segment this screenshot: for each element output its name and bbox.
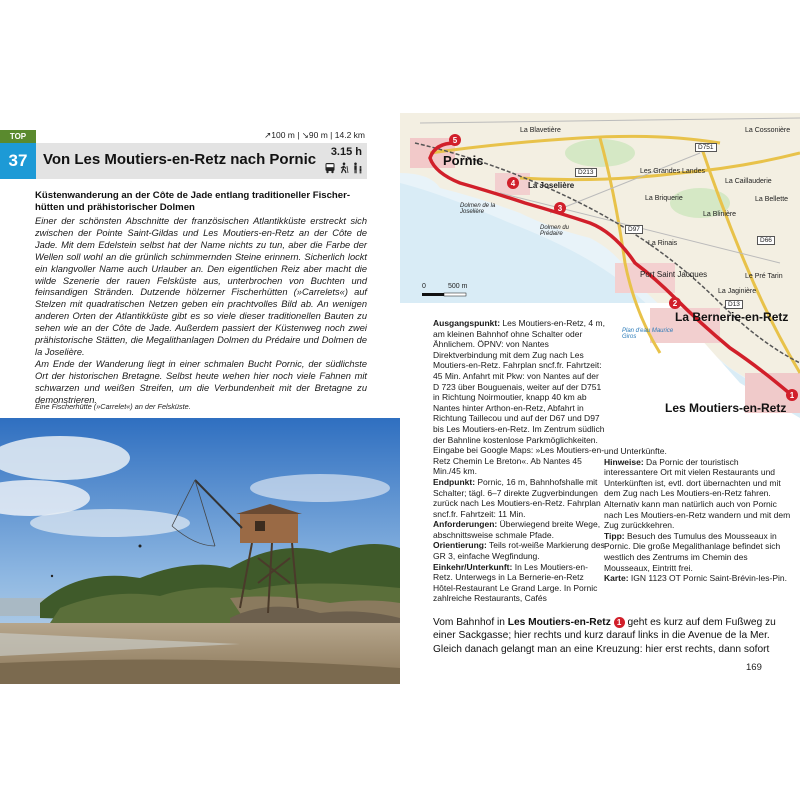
top-badge: TOP <box>0 130 36 143</box>
info-text: In Les Moutiers-en-Retz. Unterwegs in La Bernerie-en-Retz Hôtel-Restaurant Le Grand Large. In Pornic zahlreiche Restaurants, Cafés <box>433 561 598 604</box>
map-label-la-bellette: La Bellette <box>755 196 789 203</box>
info-text: und Unterkünfte. <box>604 446 667 456</box>
svg-text:5: 5 <box>452 136 458 145</box>
info-text: IGN 1123 OT Pornic Saint-Brévin-les-Pin. <box>628 573 787 584</box>
walk-text-rest: geht es kurz auf dem Fußweg zu einer Sackgasse; hier rechts und kurz darauf links in die Avenue de la Mer. Gleich danach gelangt man an eine Kreuzung: hier erst rechts, dann sofort <box>433 617 776 655</box>
map-label-la-cossoniere: La Cossonière <box>745 127 791 134</box>
map-label-le-pre-tarin: Le Pré Tarin <box>745 273 783 280</box>
map-label-dolmen-predaire: Dolmen du Prédaire <box>540 225 570 237</box>
tour-icons <box>318 161 364 175</box>
page-number: 169 <box>746 662 762 673</box>
info-text: Überwiegend breite Wege, abschnittsweise schmale Pfade. <box>433 519 601 540</box>
intro-paragraph: Einer der schönsten Abschnitte der französischen Atlantikküste erstreckt sich zwischen der Pointe Saint-Gildas und Les Moutiers-en-Retz an der Côte de Jade. Mit dem Edelstein selbst hat der Name nichts zu tun, aber die Farbe der Wellen soll wohl an die grünlich schimmernden Steine erinnern. Sicherlich lockt ein klangvoller Name auch Urlauber an. Den eigentlichen Reiz aber macht die wilde Szenerie der rauen Felsküste aus, unterbrochen von Buchten und feinsandigen Stränden. Dutzende hölzerner Fischerhütten (»Carrelets«) auf Stelzen mit quadratischen Netzen geben ein prachtvolles Bild ab. An wenigen anderen Orten der Atlantikküste gibt es so viele dieser traditionellen Bauten zu sehen wie an der Côte de Jade. Außerdem passiert der Küstenweg noch zwei prähistorische Stätten, die Megalithanlagen Dolmen du Prédaire und Dolmen de la Joselière. <box>35 216 367 357</box>
map-label-la-caillauderie: La Caillauderie <box>725 178 772 185</box>
tour-stats: ↗100 m | ↘90 m | 14.2 km <box>264 130 365 140</box>
photo-caption: Eine Fischerhütte (»Carrelet«) an der Felsküste. <box>35 402 191 411</box>
map-label-la-rinais: La Rinais <box>648 240 678 247</box>
map-label-la-bliniere: La Blinière <box>703 211 737 218</box>
map-scale-zero: 0 <box>422 283 426 290</box>
info-label: Anforderungen: <box>433 519 498 530</box>
map-label-dolmen-joseliere: Dolmen de la Joselière <box>460 203 496 215</box>
waypoint-marker: 1 <box>614 617 625 628</box>
map-label-la-bernerie: La Bernerie-en-Retz <box>675 310 789 324</box>
info-column-1 <box>433 318 605 604</box>
map-label-plan-eau: Plan d'eau Maurice Giros <box>622 328 674 340</box>
info-label: Hinweise: <box>604 456 644 467</box>
walk-text-start: Vom Bahnhof in <box>433 617 508 628</box>
info-label: Tipp: <box>604 530 625 541</box>
map-label-la-blavetiere: La Blavetière <box>520 127 561 134</box>
svg-text:4: 4 <box>510 179 516 188</box>
info-label: Karte: <box>604 573 629 584</box>
svg-text:1: 1 <box>789 391 795 400</box>
intro-paragraph: Am Ende der Wanderung liegt in einer schmalen Bucht Pornic, der südlichste Ort der historischen Bretagne. Selbst heute wehen hier noch viele Fahnen mit schwarzen und weißen Streifen, um die Verbundenheit mit der Bretagne zu demonstrieren. <box>35 358 367 405</box>
info-text: Besuch des Tumulus des Mousseaux in Pornic. Die große Megalithanlage befindet sich westlich des Zentrums im Chemin des Mousseaux, Eintritt frei. <box>604 530 781 573</box>
map-label-pornic: Pornic <box>443 153 484 168</box>
tour-title: Von Les Moutiers-en-Retz nach Pornic <box>43 151 317 168</box>
intro-text <box>35 216 367 407</box>
map-scale-label: 500 m <box>448 283 468 290</box>
map-label-d66: D66 <box>757 236 775 245</box>
svg-text:2: 2 <box>672 299 678 308</box>
fishing-hut-photo <box>0 418 400 684</box>
map-label-d13: D13 <box>725 300 743 309</box>
family-icon <box>352 161 364 173</box>
info-label: Einkehr/Unterkunft: <box>433 561 513 572</box>
map-label-la-jaginiere: La Jaginière <box>718 288 757 295</box>
walk-place: Les Moutiers-en-Retz <box>507 617 611 628</box>
map-label-d213: D213 <box>575 168 597 177</box>
map-label-port-saint-jacques: Port Saint Jacques <box>640 270 708 279</box>
tour-number: 37 <box>0 143 36 179</box>
map-label-la-joseliere: La Joselière <box>528 181 575 190</box>
bus-icon <box>324 161 336 173</box>
map-label-les-grandes-landes: Les Grandes Landes <box>640 168 705 175</box>
svg-text:3: 3 <box>557 204 563 213</box>
info-text: Les Moutiers-en-Retz, 4 m, am kleinen Bahnhof ohne Schalter oder Ähnlichem. ÖPNV: von Nantes Direktverbindung mit dem Zug nach Les Moutiers-en-Retz. Fahrplan sncf.fr. Fahrtzeit: 45 Min. Anfahrt mit Pkw: von Nantes auf der D 723 über Bouguenais, weiter auf der D751 in Richtung Noirmoutier, knapp 40 km ab Nantes hinter Arthon-en-Retz, Abfahrt in Richtung Taillecou und auf der D67 und D97 bis Les Moutiers-en-Retz. Im Zentrum südlich der Bahnline kostenlose Parkmöglichkeiten. Eingabe bei Google Maps: »Les Moutiers-en-Retz Chemin Le Breton«. Ab Nantes 45 Min./45 km. <box>433 318 605 477</box>
tour-subtitle: Küstenwanderung an der Côte de Jade entlang traditioneller Fischerhütten und prähistorischer Dolmen <box>35 190 351 213</box>
map-label-d97: D97 <box>625 225 643 234</box>
info-label: Endpunkt: <box>433 476 476 487</box>
info-label: Orientierung: <box>433 540 487 551</box>
map-label-d751: D751 <box>695 143 717 152</box>
map-label-les-moutiers: Les Moutiers-en-Retz <box>665 401 787 415</box>
tour-duration: 3.15 h <box>330 146 362 158</box>
info-text: Da Pornic der touristisch interessantere Ort mit vielen Restaurants und Unterkünften ist, evtl. dort übernachten und mit dem Zug nach Les Moutiers-en-Retz fahren. Alternativ kann man natürlich auch von Pornic nach Les Moutiers-en-Retz wandern und mit dem Zug zurückkehren. <box>604 456 791 531</box>
info-column-2 <box>604 446 794 584</box>
info-text: Teils rot-weiße Markierung des GR 3, einfache Wegfindung. <box>433 540 605 562</box>
hiker-icon <box>338 161 350 173</box>
map-label-la-briquerie: La Briquerie <box>645 195 683 202</box>
info-text: Pornic, 16 m, Bahnhofshalle mit Schalter; tägl. 6–7 direkte Zugverbindungen zurück nach Les Moutiers-en-Retz. Fahrplan sncf.fr. Fahrtzeit: 11 Min. <box>433 476 601 519</box>
walk-description <box>433 616 783 656</box>
info-label: Ausgangspunkt: <box>433 318 501 328</box>
